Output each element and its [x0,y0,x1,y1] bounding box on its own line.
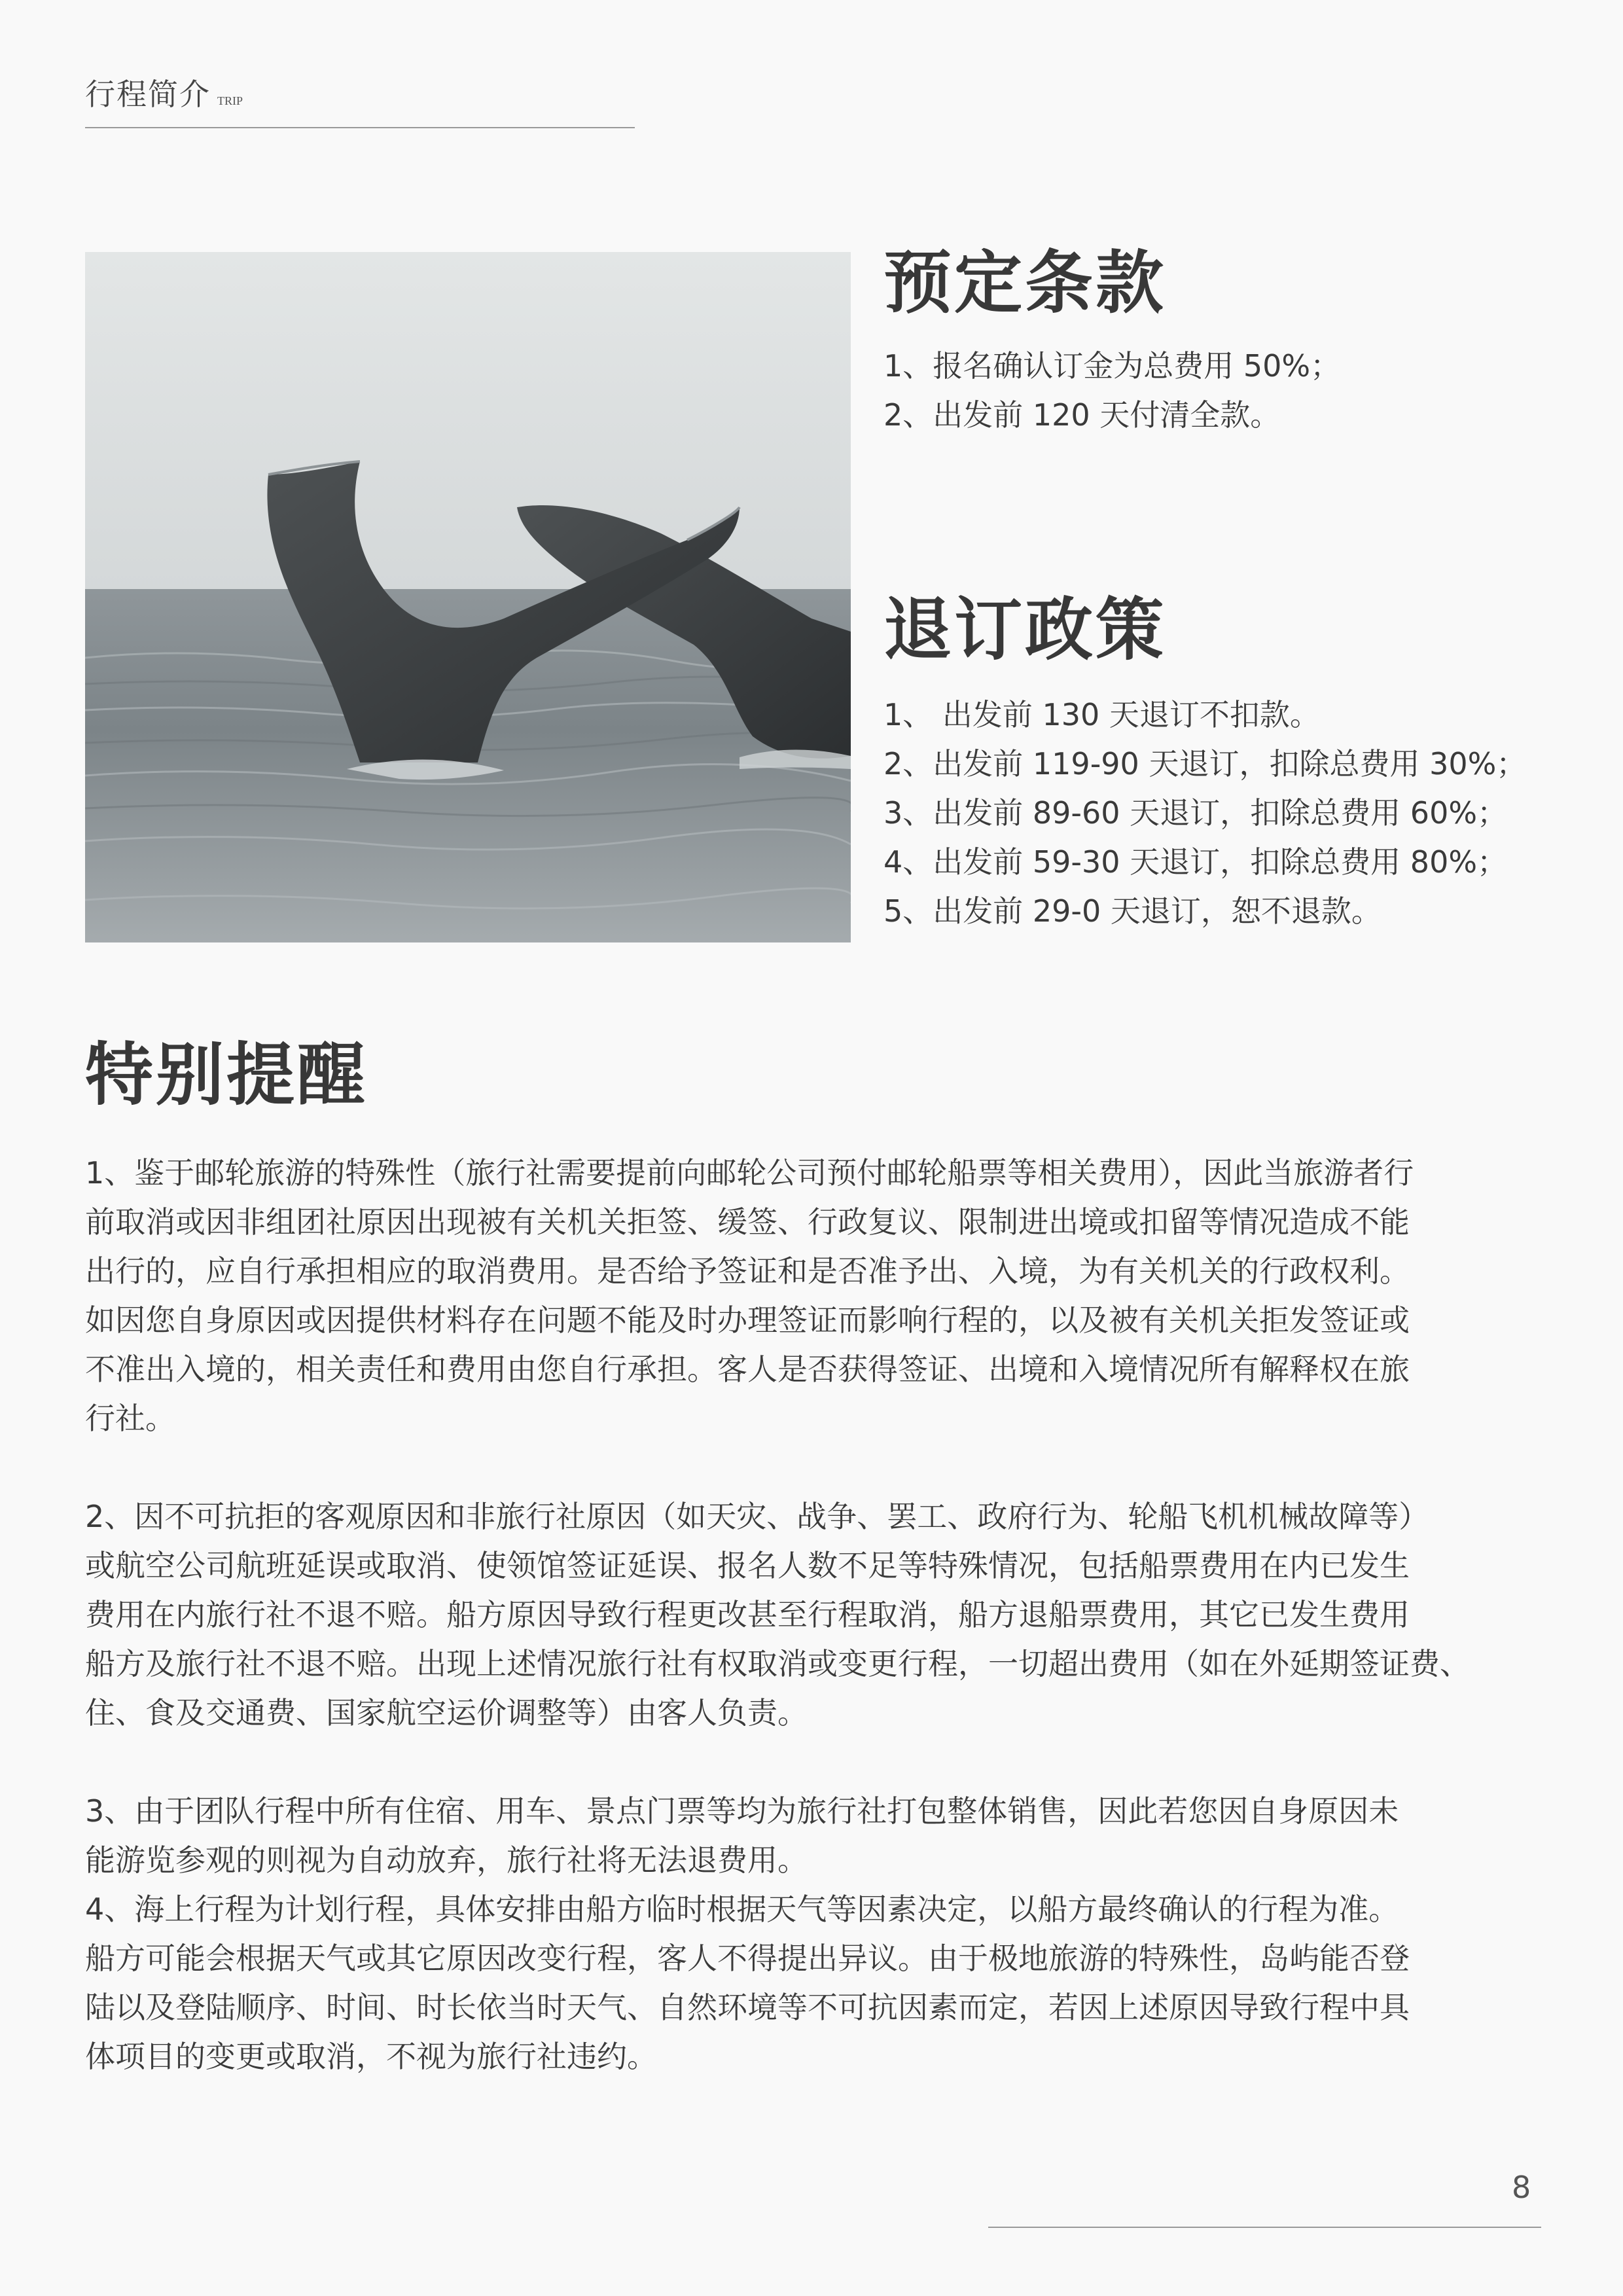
whale-tail-photo [85,252,851,942]
text-line: 3、由于团队行程中所有住宿、用车、景点门票等均为旅行社打包整体销售，因此若您因自身原因未 [85,1793,1399,1829]
text-line: 出行的，应自行承担相应的取消费用。是否给予签证和是否准予出、入境，为有关机关的行政权利。 [85,1253,1410,1289]
header-subtitle: TRIP [217,94,243,107]
text-line: 2、因不可抗拒的客观原因和非旅行社原因（如天灾、战争、罢工、政府行为、轮船飞机机械故障等） [85,1499,1429,1534]
notice-paragraph-3 [85,1787,1544,1885]
booking-terms-title: 预定条款 [883,243,1167,323]
text-line: 或航空公司航班延误或取消、使领馆签证延误、报名人数不足等特殊情况，包括船票费用在内已发生 [85,1548,1410,1583]
booking-terms-list [883,342,1340,440]
list-item: 2、出发前 120 天付清全款。 [883,397,1281,433]
text-line: 费用在内旅行社不退不赔。船方原因导致行程更改甚至行程取消，船方退船票费用，其它已发生费用 [85,1597,1410,1632]
header-divider [85,127,635,128]
text-line: 前取消或因非组团社原因出现被有关机关拒签、缓签、行政复议、限制进出境或扣留等情况造成不能 [85,1204,1410,1240]
text-line: 住、食及交通费、国家航空运价调整等）由客人负责。 [85,1695,808,1731]
text-line: 4、海上行程为计划行程，具体安排由船方临时根据天气等因素决定，以船方最终确认的行程为准。 [85,1892,1399,1927]
paragraph-spacer [85,1738,1544,1787]
notice-paragraph-1 [85,1149,1544,1443]
text-line: 能游览参观的则视为自动放弃，旅行社将无法退费用。 [85,1842,808,1878]
page-header [85,71,243,114]
paragraph-spacer [85,1443,1544,1492]
list-item: 5、出发前 29-0 天退订，恕不退款。 [883,893,1382,929]
cancellation-policy-list [883,691,1526,936]
list-item: 2、出发前 119-90 天退订，扣除总费用 30%； [883,746,1527,781]
list-item: 1、 出发前 130 天退订不扣款。 [883,697,1320,732]
text-line: 行社。 [85,1401,175,1436]
list-item: 3、出发前 89-60 天退订，扣除总费用 60%； [883,795,1508,831]
cancellation-policy-title: 退订政策 [883,590,1167,670]
special-notice-title: 特别提醒 [85,1035,368,1115]
page-number: 8 [1512,2170,1531,2205]
text-line: 如因您自身原因或因提供材料存在问题不能及时办理签证而影响行程的，以及被有关机关拒发签证或 [85,1302,1410,1338]
list-item: 4、出发前 59-30 天退订，扣除总费用 80%； [883,844,1508,880]
footer-divider [988,2227,1541,2228]
text-line: 体项目的变更或取消，不视为旅行社违约。 [85,2039,657,2074]
text-line: 船方可能会根据天气或其它原因改变行程，客人不得提出异议。由于极地旅游的特殊性，岛屿能否登 [85,1941,1410,1976]
text-line: 船方及旅行社不退不赔。出现上述情况旅行社有权取消或变更行程，一切超出费用（如在外延期签证费、 [85,1646,1470,1681]
special-notice-body [85,1149,1544,2081]
list-item: 1、报名确认订金为总费用 50%； [883,348,1341,384]
text-line: 不准出入境的，相关责任和费用由您自行承担。客人是否获得签证、出境和入境情况所有解释权在旅 [85,1352,1410,1387]
header-title: 行程简介 [85,77,211,112]
text-line: 1、鉴于邮轮旅游的特殊性（旅行社需要提前向邮轮公司预付邮轮船票等相关费用），因此当旅游者行 [85,1155,1414,1191]
notice-paragraph-2 [85,1492,1544,1738]
text-line: 陆以及登陆顺序、时间、时长依当时天气、自然环境等不可抗因素而定，若因上述原因导致行程中具 [85,1990,1410,2025]
notice-paragraph-4 [85,1885,1544,2081]
